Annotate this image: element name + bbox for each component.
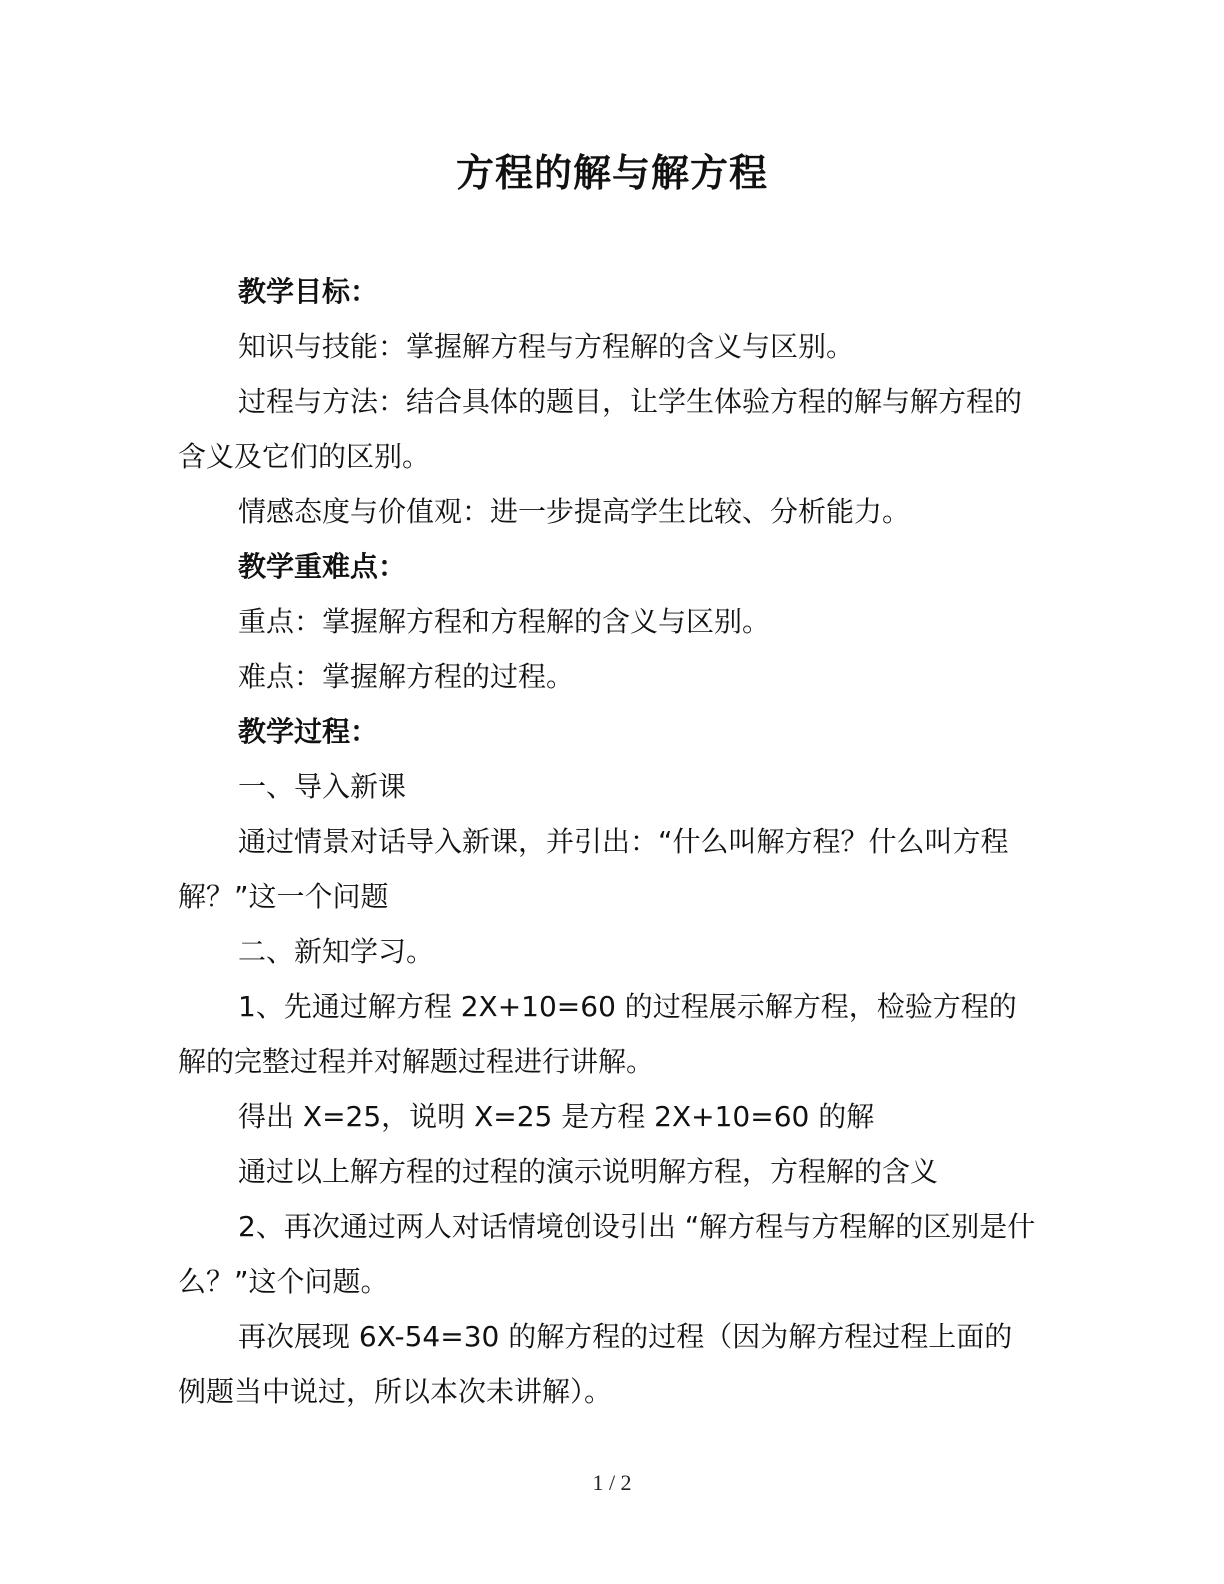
paragraph: 知识与技能：掌握解方程与方程解的含义与区别。 — [238, 330, 855, 363]
section-heading: 教学过程： — [238, 715, 379, 748]
document-title: 方程的解与解方程 — [455, 151, 768, 195]
paragraph: 一、导入新课 — [238, 770, 407, 803]
document-body — [178, 264, 1038, 1419]
paragraph: 通过以上解方程的过程的演示说明解方程，方程解的含义 — [238, 1155, 939, 1188]
paragraph: 重点：掌握解方程和方程解的含义与区别。 — [238, 605, 771, 638]
page-number: 1 / 2 — [592, 1470, 632, 1495]
paragraph: 2、再次通过两人对话情境创设引出 “解方程与方程解的区别是什么？”这个问题。 — [178, 1210, 1036, 1298]
paragraph: 得出 X=25，说明 X=25 是方程 2X+10=60 的解 — [238, 1100, 875, 1133]
paragraph: 难点：掌握解方程的过程。 — [238, 660, 575, 693]
section-heading: 教学重难点： — [238, 550, 407, 583]
paragraph: 1、先通过解方程 2X+10=60 的过程展示解方程，检验方程的解的完整过程并对解题过程进行讲解。 — [178, 990, 1017, 1078]
paragraph: 再次展现 6X-54=30 的解方程的过程（因为解方程过程上面的例题当中说过，所以本次未讲解）。 — [178, 1320, 1013, 1408]
paragraph: 二、新知学习。 — [238, 935, 435, 968]
section-heading: 教学目标： — [238, 275, 379, 308]
paragraph: 情感态度与价值观：进一步提高学生比较、分析能力。 — [238, 495, 911, 528]
paragraph: 过程与方法：结合具体的题目，让学生体验方程的解与解方程的含义及它们的区别。 — [178, 385, 1023, 473]
paragraph: 通过情景对话导入新课，并引出：“什么叫解方程？什么叫方程解？”这一个问题 — [178, 825, 1009, 913]
